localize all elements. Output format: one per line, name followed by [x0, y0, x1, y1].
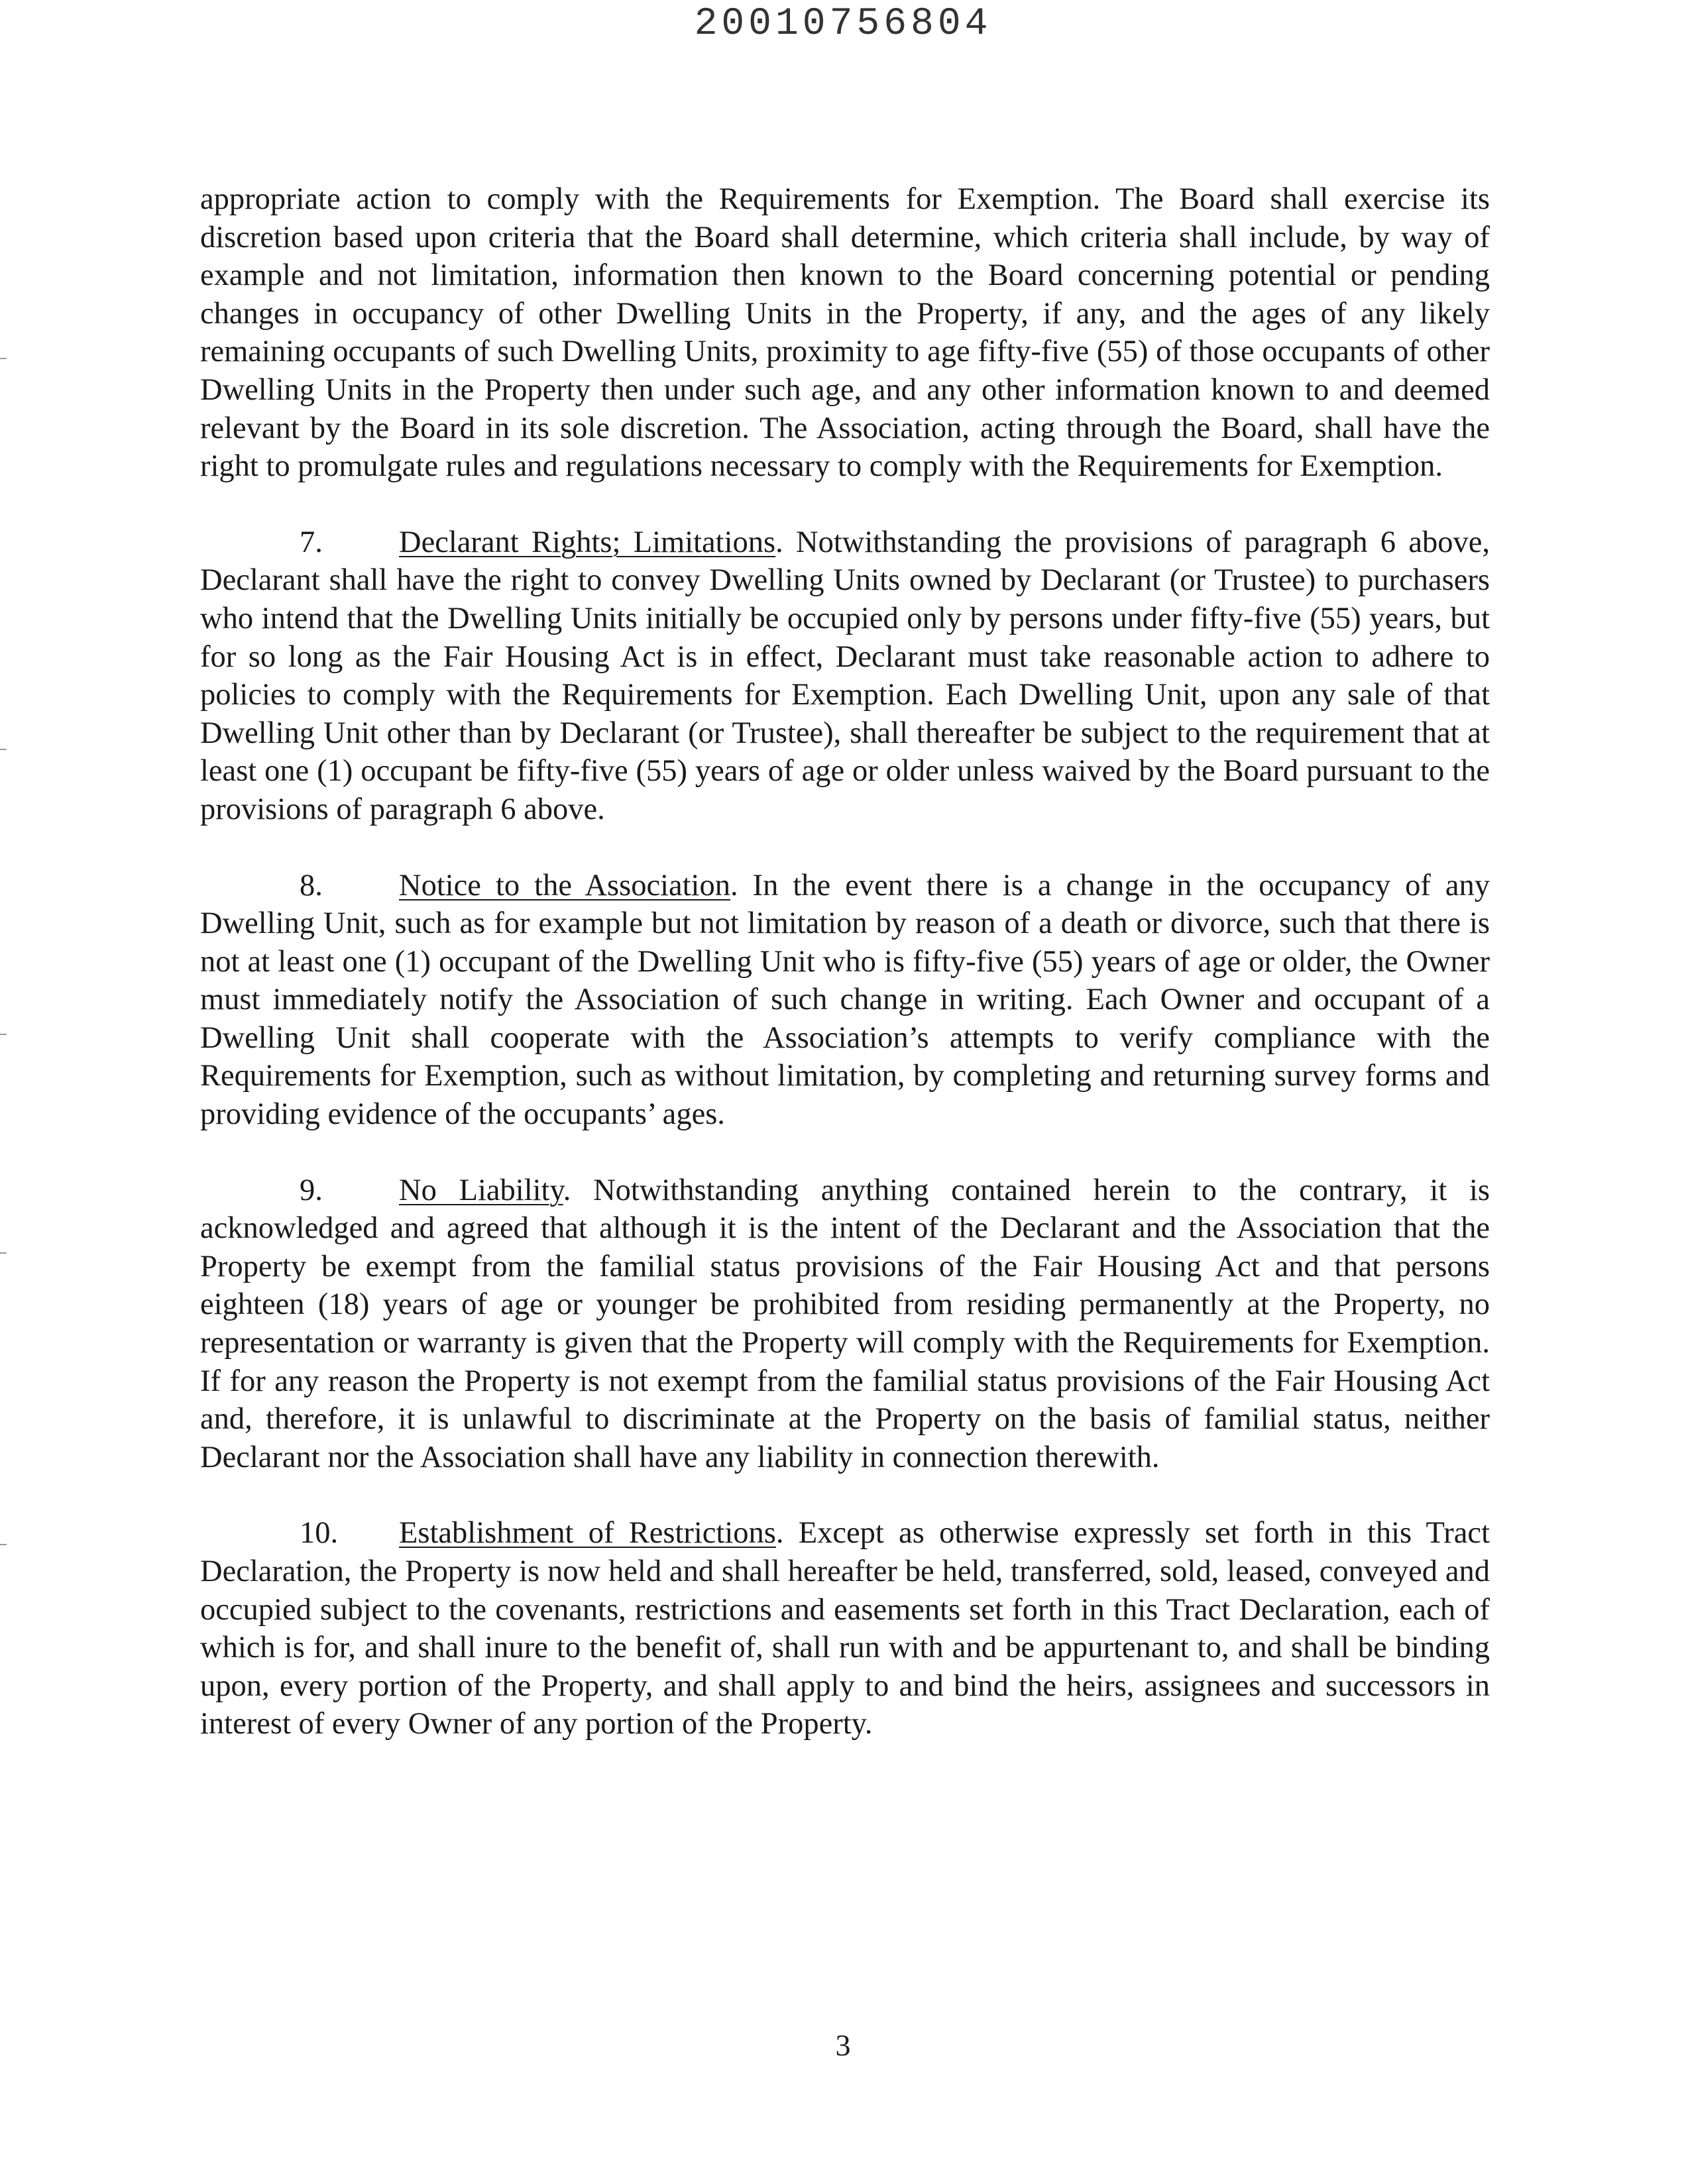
section-9 [200, 1172, 1490, 1477]
scan-edge-mark [0, 1034, 7, 1035]
scan-edge-mark [0, 358, 7, 359]
scan-edge-mark [0, 1252, 7, 1254]
document-body [200, 180, 1490, 1781]
section-text: . Except as otherwise expressly set forth in this Tract Declaration, the Property is now held and shall hereafter be held, transferred, sold, leased, conveyed and occupied subject to the covenants, restrictions and easements set forth in this Tract Declaration, each of which is for, and shall inure to the benefit of, shall run with and be appurtenant to, and shall be binding upon, every portion of the Property, and shall apply to and bind the heirs, assignees and successors in interest of every Owner of any portion of the Property. [200, 1516, 1490, 1741]
scan-edge-mark [0, 1544, 7, 1545]
section-7 [200, 523, 1490, 829]
scan-edge-mark [0, 749, 7, 750]
section-heading: Notice to the Association [399, 868, 730, 902]
section-number: 9. [300, 1173, 323, 1207]
section-text: . Notwithstanding the provisions of paragraph 6 above, Declarant shall have the right to convey Dwelling Units owned by Declarant (or Trustee) to purchasers who intend that the Dwelling Units initially be occupied only by persons under fifty-five (55) years, but for so long as the Fair Housing Act is in effect, Declarant must take reasonable action to adhere to policies to comply with the Requirements for Exemption. Each Dwelling Unit, upon any sale of that Dwelling Unit other than by Declarant (or Trustee), shall thereafter be subject to the requirement that at least one (1) occupant be fifty-five (55) years of age or older unless waived by the Board pursuant to the provisions of paragraph 6 above. [200, 525, 1490, 826]
document-number: 20010756804 [694, 3, 992, 46]
section-number: 10. [300, 1516, 339, 1551]
page-number: 3 [835, 2028, 851, 2062]
section-number: 7. [300, 525, 323, 559]
section-heading: No Liability [399, 1173, 563, 1207]
section-text: . In the event there is a change in the occupancy of any Dwelling Unit, such as for example but not limitation by reason of a death or divorce, such that there is not at least one (1) occupant of the Dwelling Unit who is fifty-five (55) years of age or older, the Owner must immediately notify the Association of such change in writing. Each Owner and occupant of a Dwelling Unit shall cooperate with the Association’s attempts to verify compliance with the Requirements for Exemption, such as without limitation, by completing and returning survey forms and providing evidence of the occupants’ ages. [200, 868, 1490, 1132]
intro-paragraph: appropriate action to comply with the Requirements for Exemption. The Board shall exercise its discretion based upon criteria that the Board shall determine, which criteria shall include, by way of example and not limitation, information then known to the Board concerning potential or pending changes in occupancy of other Dwelling Units in the Property, if any, and the ages of any likely remaining occupants of such Dwelling Units, proximity to age fifty-five (55) of those occupants of other Dwelling Units in the Property then under such age, and any other information known to and deemed relevant by the Board in its sole discretion. The Association, acting through the Board, shall have the right to promulgate rules and regulations necessary to comply with the Requirements for Exemption. [200, 182, 1490, 484]
section-10 [200, 1514, 1490, 1743]
section-heading: Declarant Rights; Limitations [399, 525, 776, 559]
section-text: . Notwithstanding anything contained herein to the contrary, it is acknowledged and agreed that although it is the intent of the Declarant and the Association that the Property be exempt from the familial status provisions of the Fair Housing Act and that persons eighteen (18) years of age or younger be prohibited from residing permanently at the Property, no representation or warranty is given that the Property will comply with the Requirements for Exemption. If for any reason the Property is not exempt from the familial status provisions of the Fair Housing Act and, therefore, it is unlawful to discriminate at the Property on the basis of familial status, neither Declarant nor the Association shall have any liability in connection therewith. [200, 1173, 1490, 1474]
section-heading: Establishment of Restrictions [399, 1516, 776, 1551]
section-8 [200, 867, 1490, 1134]
section-number: 8. [300, 868, 323, 902]
